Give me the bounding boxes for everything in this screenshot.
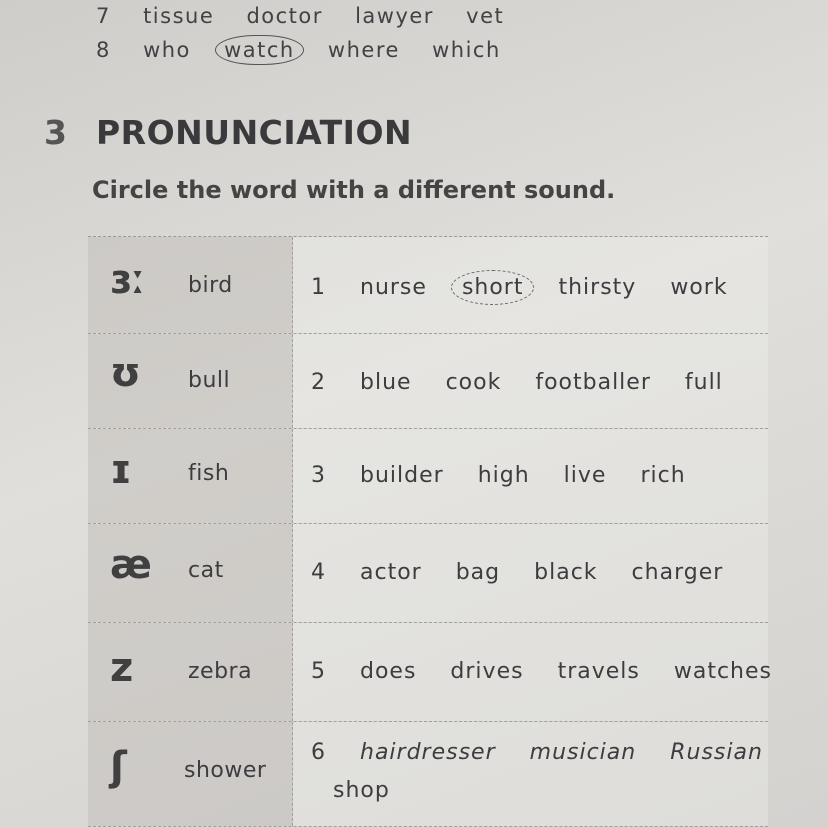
row-number: 5 <box>311 659 326 684</box>
key-word: cat <box>188 558 224 583</box>
word-option[interactable]: builder <box>360 463 444 488</box>
row-number: 6 <box>311 740 326 765</box>
row-number: 8 <box>96 38 111 62</box>
row-number: 1 <box>311 275 326 300</box>
words-cell <box>293 524 768 622</box>
word-option[interactable]: nurse <box>360 275 427 300</box>
word-option[interactable]: drives <box>450 659 524 684</box>
exercise-instruction: Circle the word with a different sound. <box>92 176 616 204</box>
key-word: zebra <box>188 659 253 684</box>
fish-icon: ɪ <box>110 447 132 493</box>
word-option[interactable]: who <box>143 38 191 62</box>
word-options <box>311 740 789 765</box>
word-option[interactable]: blue <box>360 370 412 395</box>
word-options <box>311 463 712 488</box>
sound-cell <box>88 237 293 333</box>
word-options <box>311 275 754 300</box>
words-cell <box>293 334 768 428</box>
row-number: 4 <box>311 560 326 585</box>
previous-exercise-row-8 <box>96 38 525 62</box>
table-row <box>88 524 768 623</box>
table-row <box>88 429 768 524</box>
word-option[interactable]: vet <box>466 4 505 28</box>
bull-icon: ʊ <box>110 350 141 396</box>
row-number: 2 <box>311 370 326 395</box>
word-option[interactable]: high <box>477 463 530 488</box>
sound-cell <box>88 429 293 523</box>
word-option[interactable]: shop <box>333 778 390 803</box>
word-option[interactable]: bag <box>455 560 501 585</box>
sound-cell <box>88 722 293 826</box>
word-option[interactable]: lawyer <box>355 4 434 28</box>
zebra-icon: z <box>110 645 134 691</box>
word-option[interactable]: rich <box>640 463 686 488</box>
word-option[interactable]: full <box>684 370 723 395</box>
key-word: fish <box>188 461 230 486</box>
key-word: shower <box>184 758 267 783</box>
table-row <box>88 722 768 827</box>
pronunciation-table <box>88 236 772 827</box>
words-cell <box>293 429 768 523</box>
word-option[interactable]: doctor <box>246 4 323 28</box>
section-title: PRONUNCIATION <box>96 113 413 152</box>
section-number: 3 <box>44 113 67 152</box>
word-option-circled[interactable]: watch <box>215 35 304 65</box>
word-option[interactable]: hairdresser <box>360 740 496 765</box>
key-word: bull <box>188 368 231 393</box>
key-word: bird <box>188 273 233 298</box>
word-option-circled[interactable]: short <box>451 270 535 305</box>
word-options <box>311 370 749 395</box>
word-option[interactable]: charger <box>631 560 724 585</box>
shower-icon: ʃ <box>110 744 127 790</box>
word-options <box>311 659 798 684</box>
cat-icon: æ <box>110 542 152 588</box>
word-option[interactable]: thirsty <box>558 275 637 300</box>
word-option[interactable]: Russian <box>670 740 763 765</box>
word-option[interactable]: footballer <box>535 370 651 395</box>
row-number: 3 <box>311 463 326 488</box>
previous-exercise-row-7 <box>96 4 528 28</box>
words-cell <box>293 237 768 333</box>
table-row <box>88 623 772 722</box>
word-option[interactable]: does <box>360 659 417 684</box>
word-option[interactable]: musician <box>529 740 637 765</box>
word-option[interactable]: watches <box>673 659 772 684</box>
sound-cell <box>88 623 293 721</box>
words-cell <box>293 623 772 721</box>
sound-cell <box>88 334 293 428</box>
sound-cell <box>88 524 293 622</box>
words-cell <box>293 722 768 826</box>
word-option[interactable]: work <box>670 275 728 300</box>
word-option[interactable]: where <box>327 38 400 62</box>
word-option[interactable]: actor <box>360 560 422 585</box>
word-options-continued <box>333 778 416 803</box>
word-options <box>311 560 749 585</box>
table-row <box>88 334 768 429</box>
bird-icon: ɜː <box>110 257 146 303</box>
table-row <box>88 237 768 334</box>
row-number: 7 <box>96 4 111 28</box>
word-option[interactable]: black <box>534 560 598 585</box>
word-option[interactable]: live <box>563 463 607 488</box>
word-option[interactable]: tissue <box>143 4 215 28</box>
word-option[interactable]: which <box>432 38 501 62</box>
word-option[interactable]: travels <box>557 659 640 684</box>
word-option[interactable]: cook <box>445 370 502 395</box>
